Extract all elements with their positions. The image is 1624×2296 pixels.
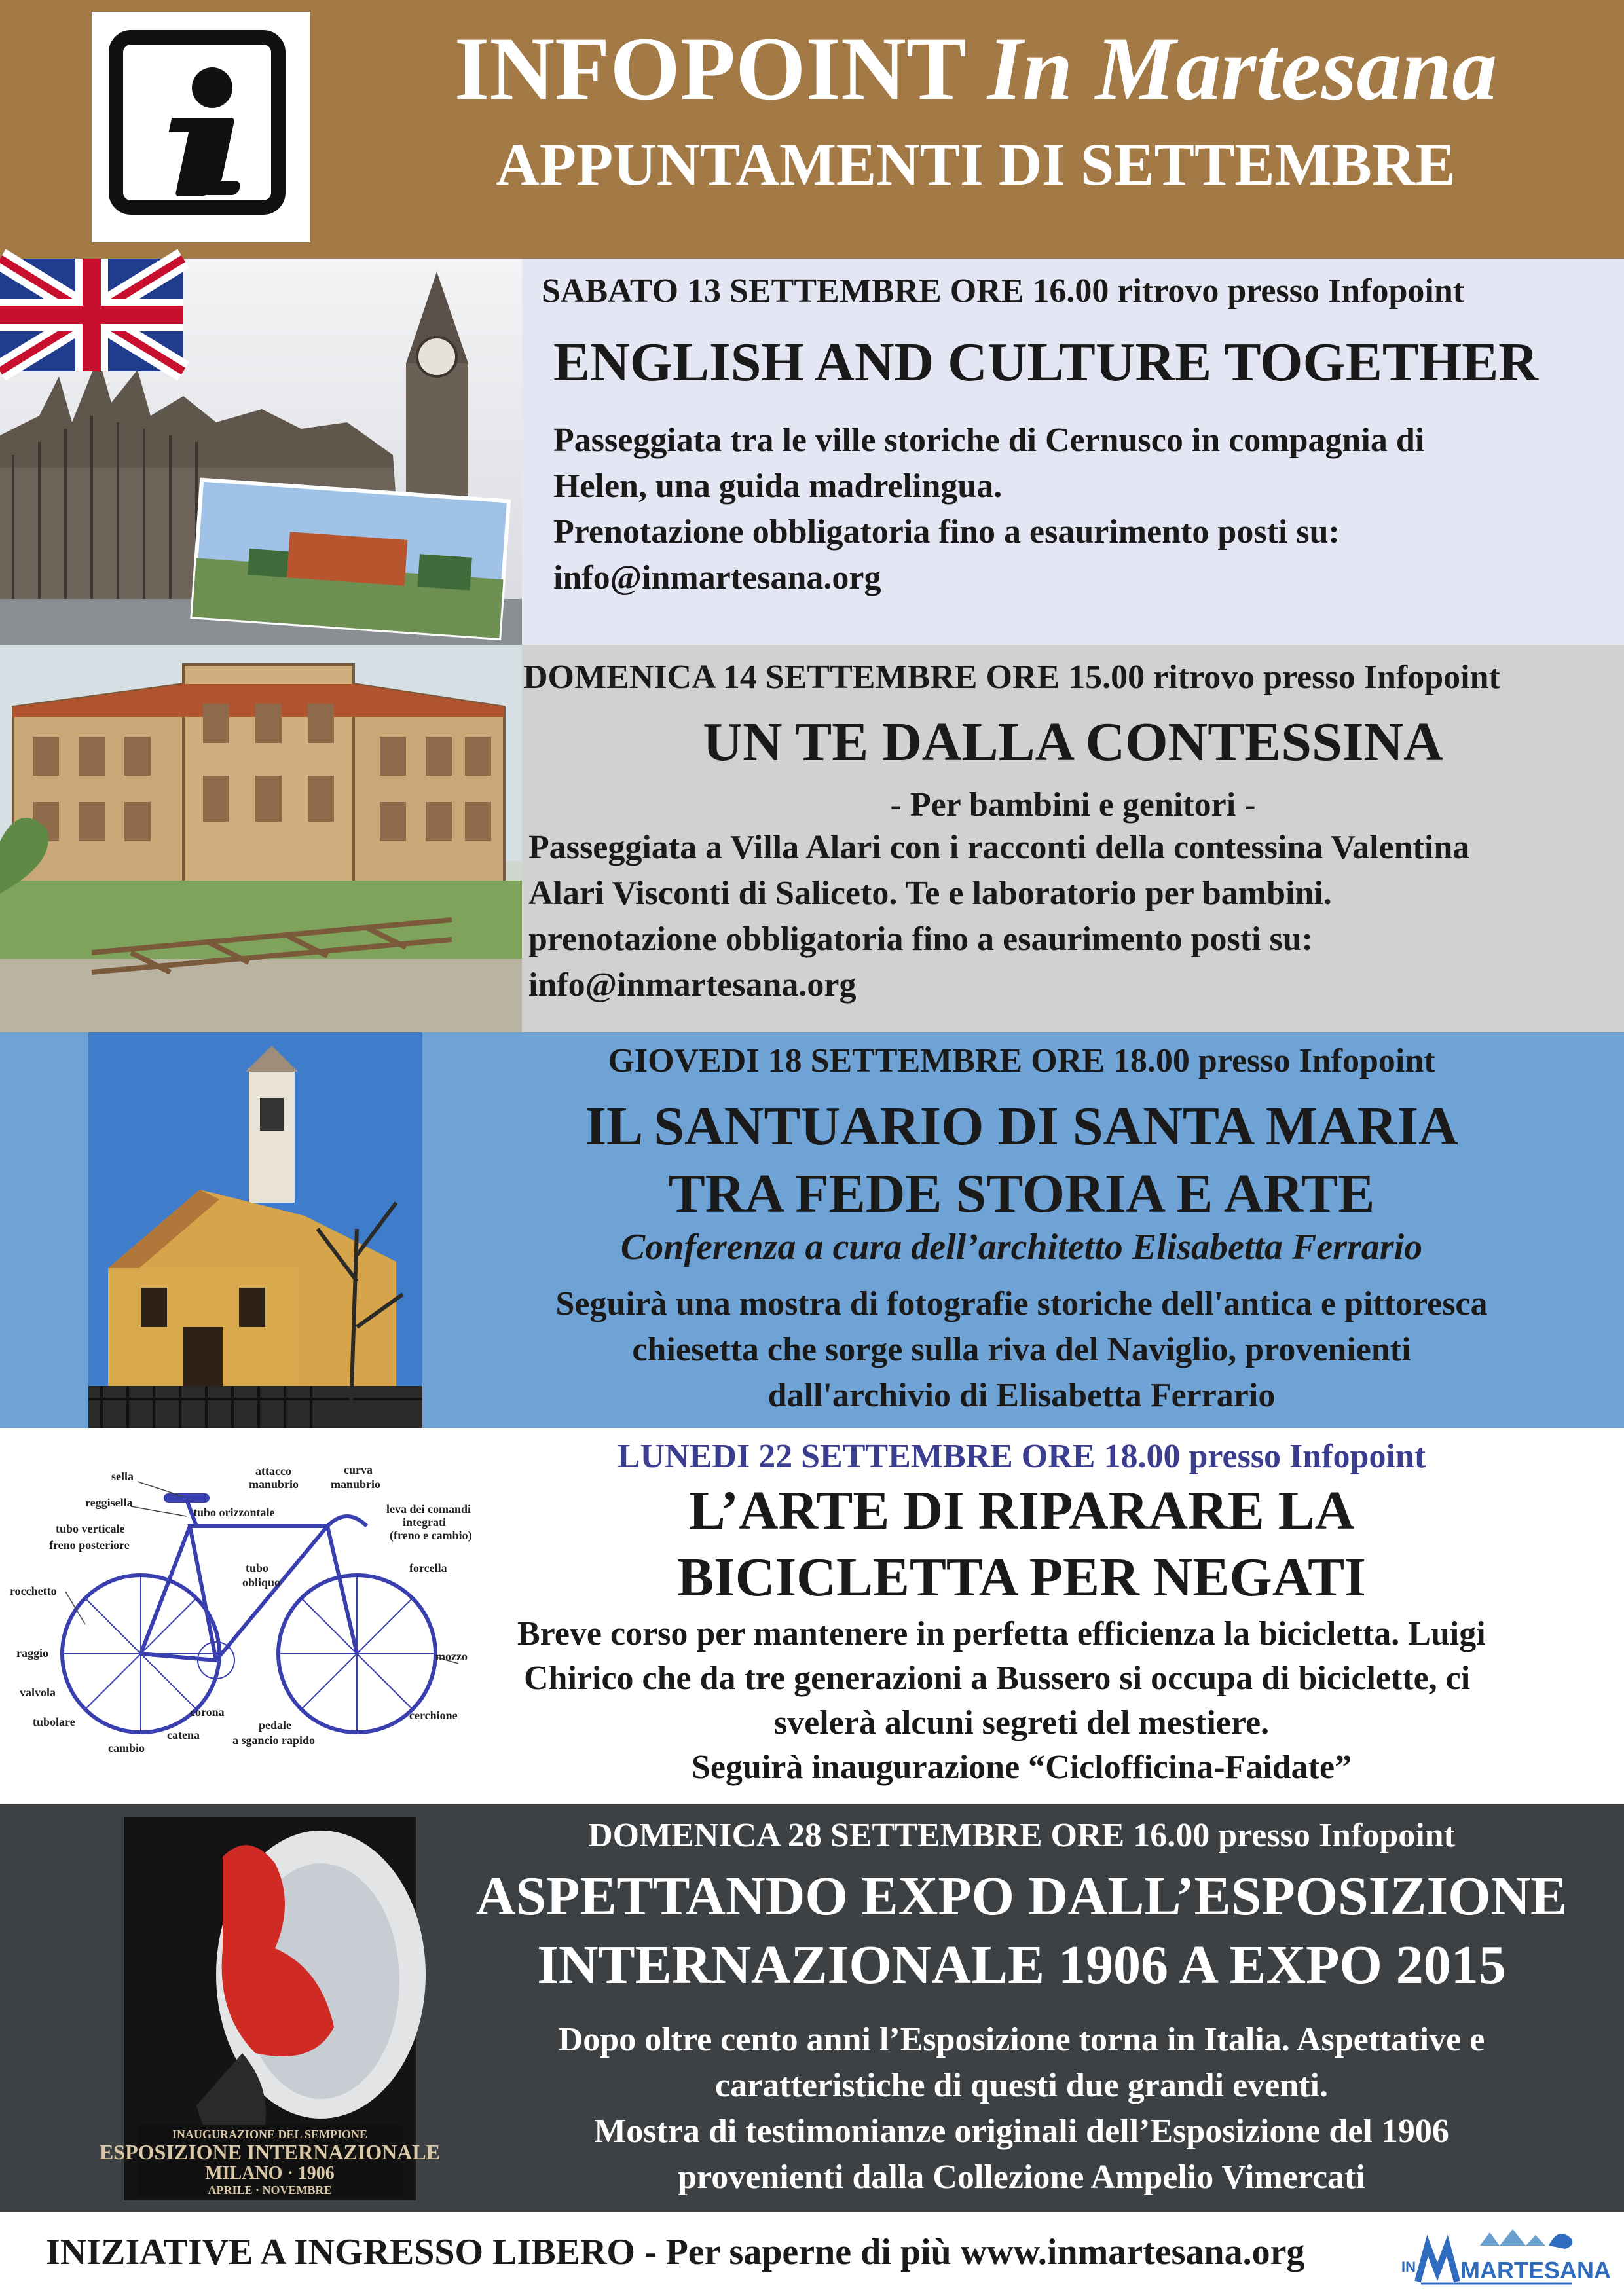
label-forcella: forcella [409, 1561, 447, 1575]
poster-line-4: APRILE · NOVEMBRE [208, 2183, 332, 2196]
event-description: Alari Visconti di Saliceto. Te e laboratorio per bambini. [528, 875, 1332, 912]
info-logo [92, 12, 310, 242]
label-curva-manubrio: manubrio [331, 1478, 381, 1491]
expo-1906-poster [99, 1817, 441, 2200]
label-manubrio: manubrio [249, 1478, 299, 1491]
event-date: SABATO 13 SETTEMBRE ORE 16.00 ritrovo presso Infopoint [542, 272, 1465, 310]
label-tubo: tubo [246, 1561, 269, 1575]
london-photo [0, 259, 522, 645]
event-description: svelerà alcuni segreti del mestiere. [773, 1704, 1270, 1741]
event-description: Seguirà una mostra di fotografie storiche dell'antica e pittoresca [555, 1285, 1488, 1322]
logo-name: MARTESANA [1460, 2257, 1611, 2284]
event-text-panel [522, 645, 1624, 1032]
event-title: UN TE DALLA CONTESSINA [703, 712, 1443, 773]
event-description: Prenotazione obbligatoria fino a esaurimento posti su: [553, 513, 1340, 551]
page-title: INFOPOINT In Martesana [454, 18, 1498, 118]
event-title: TRA FEDE STORIA E ARTE [668, 1163, 1375, 1224]
event-title: L’ARTE DI RIPARARE LA [688, 1480, 1355, 1541]
event-bicicletta [0, 1428, 1624, 1804]
event-tagline: Conferenza a cura dell’architetto Elisabetta Ferrario [620, 1227, 1423, 1267]
label-tubolare: tubolare [33, 1715, 75, 1728]
uk-flag-icon [0, 259, 183, 371]
villa-drawing [0, 645, 522, 1032]
event-title: ENGLISH AND CULTURE TOGETHER [553, 332, 1538, 393]
church-photo [88, 1032, 422, 1428]
label-freno-cambio: (freno e cambio) [390, 1529, 472, 1542]
label-raggio: raggio [16, 1647, 48, 1660]
label-corona: corona [190, 1705, 225, 1719]
label-reggisella: reggisella [85, 1496, 133, 1509]
event-english-culture [0, 259, 1624, 645]
label-cambio: cambio [108, 1741, 145, 1755]
event-title: BICICLETTA PER NEGATI [677, 1547, 1366, 1608]
event-description: Seguirà inaugurazione “Ciclofficina-Faidate” [691, 1749, 1352, 1786]
event-description: Dopo oltre cento anni l’Esposizione torna in Italia. Aspettative e [558, 2021, 1485, 2058]
event-santuario [0, 1032, 1624, 1428]
event-description: Helen, una guida madrelingua. [553, 467, 1003, 505]
event-tagline: - Per bambini e genitori - [890, 786, 1256, 824]
event-contessina [0, 645, 1624, 1032]
info-icon [109, 30, 286, 215]
label-attacco: attacco [255, 1465, 291, 1478]
label-integrati: integrati [403, 1516, 446, 1529]
poster-line-1: INAUGURAZIONE DEL SEMPIONE [172, 2128, 368, 2141]
event-description: prenotazione obbligatoria fino a esaurimento posti su: [528, 920, 1313, 958]
event-title: ASPETTANDO EXPO DALL’ESPOSIZIONE [475, 1866, 1568, 1927]
label-rocchetto: rocchetto [10, 1584, 57, 1597]
event-date: GIOVEDI 18 SETTEMBRE ORE 18.00 presso Infopoint [608, 1042, 1435, 1080]
poster-line-3: MILANO · 1906 [205, 2163, 335, 2183]
event-description: Chirico che da tre generazioni a Bussero si occupa di biciclette, ci [524, 1660, 1471, 1697]
bicycle-diagram [0, 1428, 498, 1804]
label-sella: sella [111, 1470, 134, 1483]
event-email[interactable]: info@inmartesana.org [553, 559, 881, 596]
logo-in: IN [1401, 2259, 1416, 2275]
label-leva-comandi: leva dei comandi [386, 1503, 471, 1516]
label-tubo-verticale: tubo verticale [56, 1522, 125, 1535]
event-description: Mostra di testimonianze originali dell’Esposizione del 1906 [594, 2113, 1449, 2150]
label-tubo-orizzontale: tubo orizzontale [193, 1506, 275, 1519]
event-title: INTERNAZIONALE 1906 A EXPO 2015 [537, 1935, 1506, 1995]
footer [0, 2212, 1624, 2296]
event-text-panel [522, 259, 1624, 645]
page-subtitle: APPUNTAMENTI DI SETTEMBRE [496, 131, 1456, 198]
event-description: Passeggiata tra le ville storiche di Cernusco in compagnia di [553, 422, 1425, 459]
event-date: DOMENICA 14 SETTEMBRE ORE 15.00 ritrovo presso Infopoint [523, 659, 1500, 696]
inmartesana-logo [1401, 2226, 1611, 2288]
event-description: chiesetta che sorge sulla riva del Naviglio, provenienti [632, 1331, 1411, 1368]
label-curva: curva [344, 1463, 373, 1476]
label-cerchione: cerchione [409, 1709, 458, 1722]
event-description: Breve corso per mantenere in perfetta efficienza la bicicletta. Luigi [517, 1615, 1486, 1652]
event-email[interactable]: info@inmartesana.org [528, 966, 857, 1004]
label-valvola: valvola [20, 1686, 56, 1699]
poster-line-2: ESPOSIZIONE INTERNAZIONALE [99, 2140, 441, 2164]
label-pedale-sgancio: a sgancio rapido [232, 1734, 316, 1747]
event-expo [0, 1804, 1624, 2212]
event-title: IL SANTUARIO DI SANTA MARIA [585, 1096, 1458, 1157]
event-description: Passeggiata a Villa Alari con i racconti della contessina Valentina [528, 829, 1470, 866]
label-catena: catena [167, 1728, 200, 1741]
event-date: DOMENICA 28 SETTEMBRE ORE 16.00 presso Infopoint [588, 1817, 1455, 1854]
header-banner [0, 0, 1624, 259]
event-description: provenienti dalla Collezione Ampelio Vimercati [678, 2159, 1365, 2196]
label-freno-posteriore: freno posteriore [49, 1539, 130, 1552]
event-description: caratteristiche di questi due grandi eventi. [715, 2067, 1328, 2104]
label-pedale: pedale [259, 1719, 292, 1732]
label-obliquo: obliquo [242, 1576, 281, 1589]
event-date: LUNEDI 22 SETTEMBRE ORE 18.00 presso Infopoint [617, 1438, 1426, 1475]
footer-text[interactable]: INIZIATIVE A INGRESSO LIBERO - Per saperne di più www.inmartesana.org [46, 2232, 1305, 2272]
label-mozzo: mozzo [435, 1650, 468, 1663]
event-description: dall'archivio di Elisabetta Ferrario [767, 1377, 1276, 1414]
